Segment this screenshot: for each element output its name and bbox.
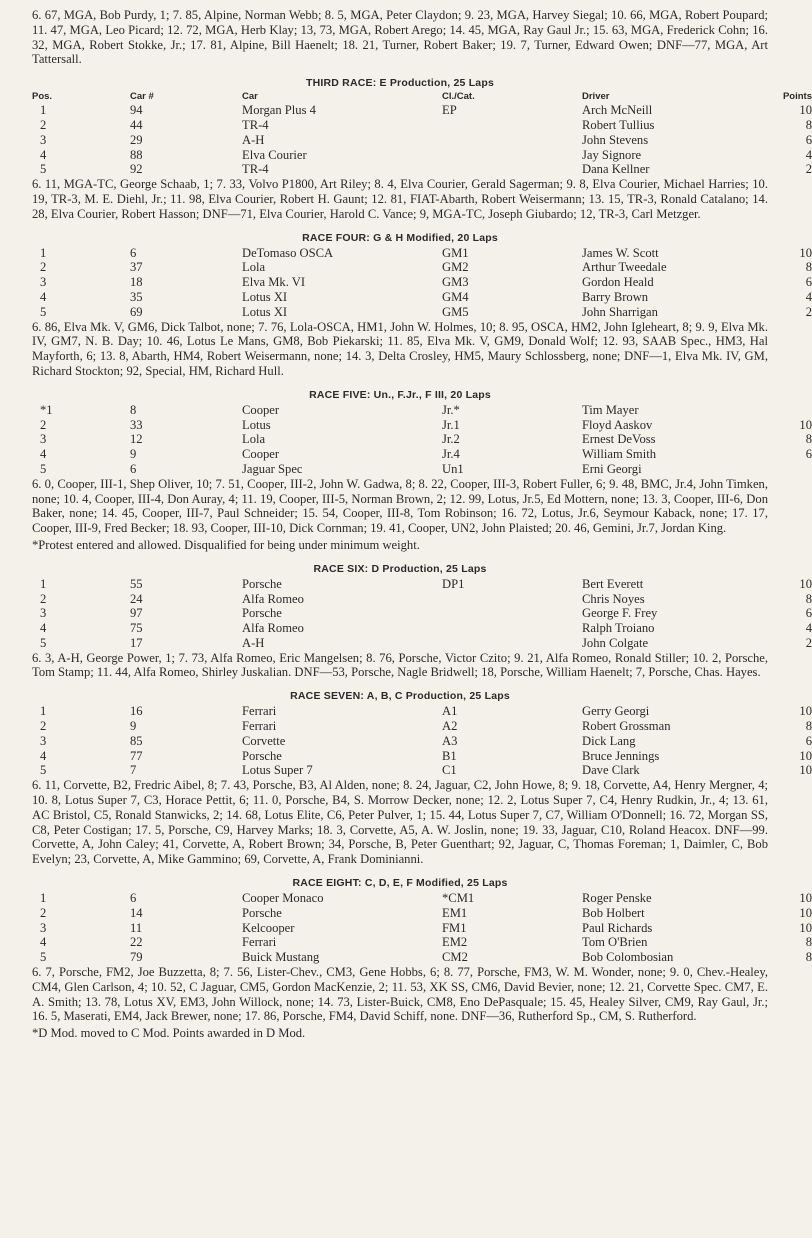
car-number: 24 (130, 591, 143, 606)
car: Kelcooper (242, 920, 295, 935)
points (772, 462, 812, 477)
pos: 5 (40, 763, 47, 778)
driver: Chris Noyes (582, 591, 645, 606)
class: GM5 (442, 304, 469, 319)
pos: 1 (40, 103, 47, 118)
car-number: 11 (130, 920, 143, 935)
car: Porsche (242, 905, 282, 920)
result-row (32, 432, 812, 447)
pos: 1 (40, 245, 47, 260)
header-driver: Driver (582, 91, 610, 103)
pos: 5 (40, 461, 47, 476)
result-row (32, 417, 812, 433)
class: CM2 (442, 950, 468, 965)
car-number: 37 (130, 260, 143, 275)
pos: 1 (40, 704, 47, 719)
driver: Paul Richards (582, 920, 653, 935)
result-row (32, 621, 812, 636)
pos: 5 (40, 304, 47, 319)
car: Lotus (242, 417, 271, 432)
car: Lotus Super 7 (242, 763, 313, 778)
result-row (32, 260, 812, 275)
remaining-finishers: 6. 3, A-H, George Power, 1; 7. 73, Alfa Romeo, Eric Mangelsen; 8. 76, Porsche, Victor Czito; 9. 21, Alfa Romeo, Ronald Stiller; 10. 2, Porsche, Tom Stamp; 11. 44, Alfa Romeo, Shirley Juskalian. DNF—53, Porsche, Nagle Bridwell; 18, Porsche, William Haenelt; 7, Porsche, Chas. Hayes. (32, 650, 768, 680)
header-points: Points (782, 91, 812, 103)
pos: 3 (40, 606, 47, 621)
result-row (32, 719, 812, 734)
result-row (32, 591, 812, 607)
car: Porsche (242, 606, 282, 621)
result-row (32, 733, 812, 749)
car-number: 35 (130, 289, 143, 304)
points (772, 403, 812, 418)
car: DeTomaso OSCA (242, 245, 334, 260)
car: Alfa Romeo (242, 591, 304, 606)
header-car: Car (242, 91, 258, 103)
points: 4 (805, 147, 812, 162)
car-number: 16 (130, 704, 143, 719)
remaining-finishers: 6. 86, Elva Mk. V, GM6, Dick Talbot, none; 7. 76, Lola-OSCA, HM1, John W. Holmes, 10; 8. 95, OSCA, HM2, John Igleheart, 8; 9. 9, Elva Mk. IV, GM7, N. B. Day; 10. 46, Lotus Le Mans, GM8, Bob Piekarski; 11. 85, Elva Mk. V, GM9, Donald Wolf; 12. 93, SAAB Spec., HM3, Hal Mayforth, 6; 13. 8, Abarth, HM4, Robert Weisermann, none; 14. 3, Delta Crosley, HM5, Maury Schlossberg, none; DNF—1, Elva Mk. IV, GM, Richard Stockton; 92, Special, HM, Richard Hull. (32, 319, 768, 378)
car: Lotus XI (242, 304, 288, 319)
car-number: 85 (130, 733, 143, 748)
class: GM2 (442, 260, 469, 275)
race-title: RACE SEVEN: A, B, C Production, 25 Laps (290, 690, 510, 703)
class: C1 (442, 763, 457, 778)
driver: Tom O'Brien (582, 935, 648, 950)
car-number: 77 (130, 748, 143, 763)
result-row (32, 891, 812, 906)
car-number: 7 (130, 763, 137, 778)
result-row (32, 704, 812, 719)
class: GM4 (442, 289, 469, 304)
pos: 4 (40, 621, 47, 636)
result-row (32, 935, 812, 950)
driver: Floyd Aaskov (582, 417, 653, 432)
driver: William Smith (582, 447, 657, 462)
pos: 3 (40, 733, 47, 748)
pos: 4 (40, 147, 47, 162)
car: Alfa Romeo (242, 621, 304, 636)
driver: Bob Holbert (582, 905, 645, 920)
points: 2 (805, 635, 812, 650)
car-number: 94 (130, 103, 143, 118)
result-row (32, 304, 812, 320)
race-seven (32, 690, 812, 867)
points: 6 (805, 733, 812, 748)
driver: Robert Tullius (582, 117, 655, 132)
class (442, 592, 582, 607)
class (442, 162, 582, 177)
points: 10 (799, 576, 812, 591)
remaining-finishers: 6. 11, MGA-TC, George Schaab, 1; 7. 33, Volvo P1800, Art Riley; 8. 4, Elva Courier, Gerald Sagerman; 9. 8, Elva Courier, Michael Harries; 10. 19, TR-3, M. E. Diehl, Jr.; 11. 98, Elva Courier, Robert H. Gaunt; 12. 81, FIAT-Abarth, Robert Weisermann; 13. 15, TR-3, Ronald Catalano; 14. 28, Elva Courier, Robert Hasson; DNF—71, Elva Courier, Harold C. Vance; 9, MGA-TC, Joseph Giubardo; 12, TR-3, Carl Metzger. (32, 177, 768, 221)
points: 2 (805, 162, 812, 177)
class: *CM1 (442, 891, 475, 906)
points: 10 (799, 891, 812, 906)
car-number: 8 (130, 402, 137, 417)
points: 10 (799, 920, 812, 935)
points: 8 (805, 591, 812, 606)
race-title: THIRD RACE: E Production, 25 Laps (305, 77, 495, 90)
car-number: 6 (130, 245, 137, 260)
class: EM1 (442, 905, 468, 920)
pos: 3 (40, 920, 47, 935)
result-row (32, 950, 812, 965)
intro-paragraph: 6. 67, MGA, Bob Purdy, 1; 7. 85, Alpine, Norman Webb; 8. 5, MGA, Peter Claydon; 9. 23, MGA, Harvey Siegal; 10. 66, MGA, Robert Poupard; 11. 47, MGA, Leo Picard; 12. 72, MGA, Herb Klay; 13, 73, MGA, Robert Arego; 14. 45, MGA, Ray Gaul Jr.; 15. 63, MGA, Frederick Cohn; 16. 32, MGA, Robert Stokke, Jr.; 17. 81, Alpine, Bill Haenelt; 18. 21, Turner, Robert Baker; 19. 7, Turner, Edward Owen; DNF—77, MGA, Art Tattersall. (32, 8, 768, 67)
results-header (32, 91, 812, 103)
driver: Arthur Tweedale (582, 260, 667, 275)
driver: John Stevens (582, 132, 649, 147)
result-row (32, 162, 812, 177)
car-number: 6 (130, 461, 137, 476)
car: Corvette (242, 733, 286, 748)
points: 10 (799, 748, 812, 763)
driver: Bert Everett (582, 576, 644, 591)
race-title: RACE EIGHT: C, D, E, F Modified, 25 Laps (292, 877, 508, 890)
class: Jr.4 (442, 447, 460, 462)
car-number: 12 (130, 432, 143, 447)
points: 6 (805, 447, 812, 462)
points: 8 (805, 935, 812, 950)
driver: John Sharrigan (582, 304, 658, 319)
driver: Bob Colombosian (582, 950, 674, 965)
driver: Dave Clark (582, 763, 640, 778)
class: GM3 (442, 275, 469, 290)
driver: Gerry Georgi (582, 704, 650, 719)
pos: 1 (40, 891, 47, 906)
points: 4 (805, 621, 812, 636)
pos: 4 (40, 447, 47, 462)
result-row (32, 245, 812, 261)
class (442, 636, 582, 651)
points: 10 (799, 763, 812, 778)
pos: 5 (40, 950, 47, 965)
class: A1 (442, 704, 458, 719)
result-row (32, 606, 812, 621)
points: 4 (805, 289, 812, 304)
car: Ferrari (242, 719, 277, 734)
driver: Bruce Jennings (582, 748, 660, 763)
car: Buick Mustang (242, 950, 320, 965)
car-number: 97 (130, 606, 143, 621)
driver: Barry Brown (582, 289, 649, 304)
race-title: RACE SIX: D Production, 25 Laps (313, 562, 487, 575)
pos: 4 (40, 935, 47, 950)
class (442, 118, 582, 133)
car-number: 55 (130, 576, 143, 591)
car: Porsche (242, 576, 282, 591)
car: TR-4 (242, 162, 269, 177)
points: 6 (805, 275, 812, 290)
pos: 5 (40, 635, 47, 650)
car-number: 6 (130, 891, 137, 906)
result-row (32, 763, 812, 778)
car-number: 17 (130, 635, 143, 650)
car: A-H (242, 132, 265, 147)
pos: 2 (40, 905, 47, 920)
driver: Dick Lang (582, 733, 636, 748)
car-number: 9 (130, 447, 137, 462)
points: 10 (799, 905, 812, 920)
car: TR-4 (242, 117, 269, 132)
race-footnote: *Protest entered and allowed. Disqualified for being under minimum weight. (32, 537, 420, 552)
car: Morgan Plus 4 (242, 103, 316, 118)
pos: 5 (40, 162, 47, 177)
result-row (32, 289, 812, 305)
remaining-finishers: 6. 7, Porsche, FM2, Joe Buzzetta, 8; 7. 56, Lister-Chev., CM3, Gene Hobbs, 6; 8. 77, Porsche, FM3, W. M. Wonder, none; 9. 0, Chev.-Healey, CM4, Glen Carlson, 4; 10. 52, C Jaguar, CM5, Gordon MacKenzie, 2; 11. 53, XK SS, CM6, David Bevier, none; 12. 21, Corvette Spec. CM7, E. A. Smith; 13. 78, Lotus XV, EM3, John Willock, none; 14. 73, Lister-Buick, CM8, Eno DePasquale; 15. 45, Healey Silver, CM9, Ray Gaul, Jr.; 16. 5, Maserati, EM4, Jack Brewer, none; 17. 86, Porsche, FM4, David Schiff, none. DNF—36, Rutherford Sp., CM, S. Rutherford. (32, 965, 768, 1024)
pos: 1 (40, 576, 47, 591)
pos: 2 (40, 260, 47, 275)
driver: Jay Signore (582, 147, 642, 162)
class: EM2 (442, 935, 468, 950)
points: 2 (805, 304, 812, 319)
result-row (32, 403, 768, 418)
car-number: 18 (130, 275, 143, 290)
car-number: 33 (130, 417, 143, 432)
points: 8 (805, 950, 812, 965)
car-number: 9 (130, 719, 137, 734)
pos: 2 (40, 719, 47, 734)
pos: 2 (40, 117, 47, 132)
class (442, 133, 582, 148)
driver: Gordon Heald (582, 275, 654, 290)
driver: George F. Frey (582, 606, 658, 621)
remaining-finishers: 6. 11, Corvette, B2, Fredric Aibel, 8; 7. 43, Porsche, B3, Al Alden, none; 8. 24, Jaguar, C2, John Howe, 8; 9. 18, Corvette, A4, Henry Mergner, 4; 10. 8, Lotus Super 7, C3, Horace Pettit, 6; 11. 0, Porsche, B4, S. Morrow Decker, none; 12. 2, Lotus Super 7, C4, Henry Rudkin, Jr., 4; 13. 61, AC Bristol, C5, Ronald Stanwicks, 2; 14. 68, Lotus Elite, C6, Peter Pulver, 1; 15. 44, Lotus Super 7, C7, William O'Donnell; 16. 72, Morgan SS, C8, Peter Costigan; 17. 5, Porsche, C9, Harvey Marks; 18. 3, Corvette, A5, A. W. Joslin, none; 19. 33, Jaguar, C10, Roland Heacox. DNF—99. Corvette, A, John Caley; 41, Corvette, A, Robert Brown; 34, Porsche, B, Peter Guenthart; 92, Jaguar, C, Thomas Foreman; 1, Daimler, C, Bob Evelyn; 23, Corvette, A, Mike Gammino; 69, Corvette, A, Frank Dominianni. (32, 778, 768, 867)
result-row (32, 103, 812, 118)
class: GM1 (442, 245, 469, 260)
class: Jr.1 (442, 417, 460, 432)
car-number: 69 (130, 304, 143, 319)
points: 6 (805, 606, 812, 621)
car: Lola (242, 260, 266, 275)
pos: 3 (40, 132, 47, 147)
car-number: 22 (130, 935, 143, 950)
class: A2 (442, 719, 458, 734)
race-five (32, 388, 812, 553)
result-row (32, 117, 812, 133)
car: Ferrari (242, 704, 277, 719)
points: 8 (805, 432, 812, 447)
points: 10 (799, 417, 812, 432)
driver: Ernest DeVoss (582, 432, 656, 447)
race-title: RACE FIVE: Un., F.Jr., F III, 20 Laps (309, 388, 491, 401)
header-class: Cl./Cat. (442, 91, 475, 103)
result-row (32, 275, 812, 290)
car: Jaguar Spec (242, 461, 303, 476)
result-row (32, 447, 812, 462)
pos: 4 (40, 748, 47, 763)
driver: Dana Kellner (582, 162, 650, 177)
points: 6 (805, 132, 812, 147)
car: Cooper (242, 402, 280, 417)
points: 10 (799, 245, 812, 260)
remaining-finishers: 6. 0, Cooper, III-1, Shep Oliver, 10; 7. 51, Cooper, III-2, John W. Gadwa, 8; 8. 22, Cooper, III-3, Robert Fuller, 6; 9. 48, BMC, Jr.4, John Timken, none; 10. 4, Cooper, III-4, Don Auray, 4; 11. 19, Cooper, III-5, Norman Brown, 2; 12. 99, Lotus, Jr.5, Ed Mottern, none; 13. 3, Cooper, III-6, Don Baker, none; 14. 45, Cooper, III-7, Paul Schneider; 15. 54, Cooper, III-8, Tom Robinson; 16. 72, Lotus, Jr.6, Seymour Kaback, none; 17. 17, Cooper, III-9, Fred Becker; 18. 93, Cooper, III-10, Dick Cornman; 19. 41, Cooper, UN2, John Plaisted; 20. 46, Gemini, Jr.7, Jordan King. (32, 476, 768, 536)
result-row (32, 462, 768, 477)
pos: 3 (40, 275, 47, 290)
result-row (32, 748, 812, 764)
car: Elva Courier (242, 147, 307, 162)
car: Cooper (242, 447, 280, 462)
points: 10 (799, 704, 812, 719)
points: 8 (805, 719, 812, 734)
car-number: 92 (130, 162, 143, 177)
driver: Ralph Troiano (582, 621, 655, 636)
header-car-number: Car # (130, 91, 154, 103)
car-number: 79 (130, 950, 143, 965)
car-number: 88 (130, 147, 143, 162)
class (442, 606, 582, 621)
class (442, 148, 582, 163)
car-number: 29 (130, 132, 143, 147)
driver: Robert Grossman (582, 719, 671, 734)
class: B1 (442, 748, 457, 763)
driver: John Colgate (582, 635, 649, 650)
race-title: RACE FOUR: G & H Modified, 20 Laps (302, 231, 498, 244)
car: Elva Mk. VI (242, 275, 306, 290)
pos: 4 (40, 289, 47, 304)
class: Un1 (442, 461, 464, 476)
car: Porsche (242, 748, 282, 763)
class: DP1 (442, 576, 465, 591)
header-pos: Pos. (32, 91, 53, 103)
race-six (32, 562, 812, 681)
pos: 3 (40, 432, 47, 447)
result-row (32, 905, 812, 921)
race-third (32, 77, 812, 221)
pos: *1 (40, 402, 53, 417)
class: FM1 (442, 920, 467, 935)
result-row (32, 920, 812, 936)
car: Lotus XI (242, 289, 288, 304)
driver: Roger Penske (582, 891, 652, 906)
points: 8 (805, 260, 812, 275)
race-eight (32, 877, 812, 1041)
car: Lola (242, 432, 266, 447)
driver: Tim Mayer (582, 402, 639, 417)
result-row (32, 147, 812, 163)
car: Ferrari (242, 935, 277, 950)
driver: Erni Georgi (582, 461, 642, 476)
car-number: 14 (130, 905, 143, 920)
class (442, 621, 582, 636)
result-row (32, 635, 812, 651)
points: 8 (805, 117, 812, 132)
pos: 2 (40, 417, 47, 432)
driver: James W. Scott (582, 245, 659, 260)
race-four (32, 231, 812, 379)
car-number: 75 (130, 621, 143, 636)
result-row (32, 576, 812, 592)
driver: Arch McNeill (582, 103, 653, 118)
points: 10 (799, 103, 812, 118)
class: Jr.2 (442, 432, 460, 447)
car-number: 44 (130, 117, 143, 132)
car: Cooper Monaco (242, 891, 324, 906)
race-footnote: *D Mod. moved to C Mod. Points awarded in D Mod. (32, 1026, 306, 1041)
car: A-H (242, 635, 265, 650)
class: EP (442, 103, 457, 118)
result-row (32, 132, 812, 148)
class: Jr.* (442, 402, 460, 417)
pos: 2 (40, 591, 47, 606)
class: A3 (442, 733, 458, 748)
